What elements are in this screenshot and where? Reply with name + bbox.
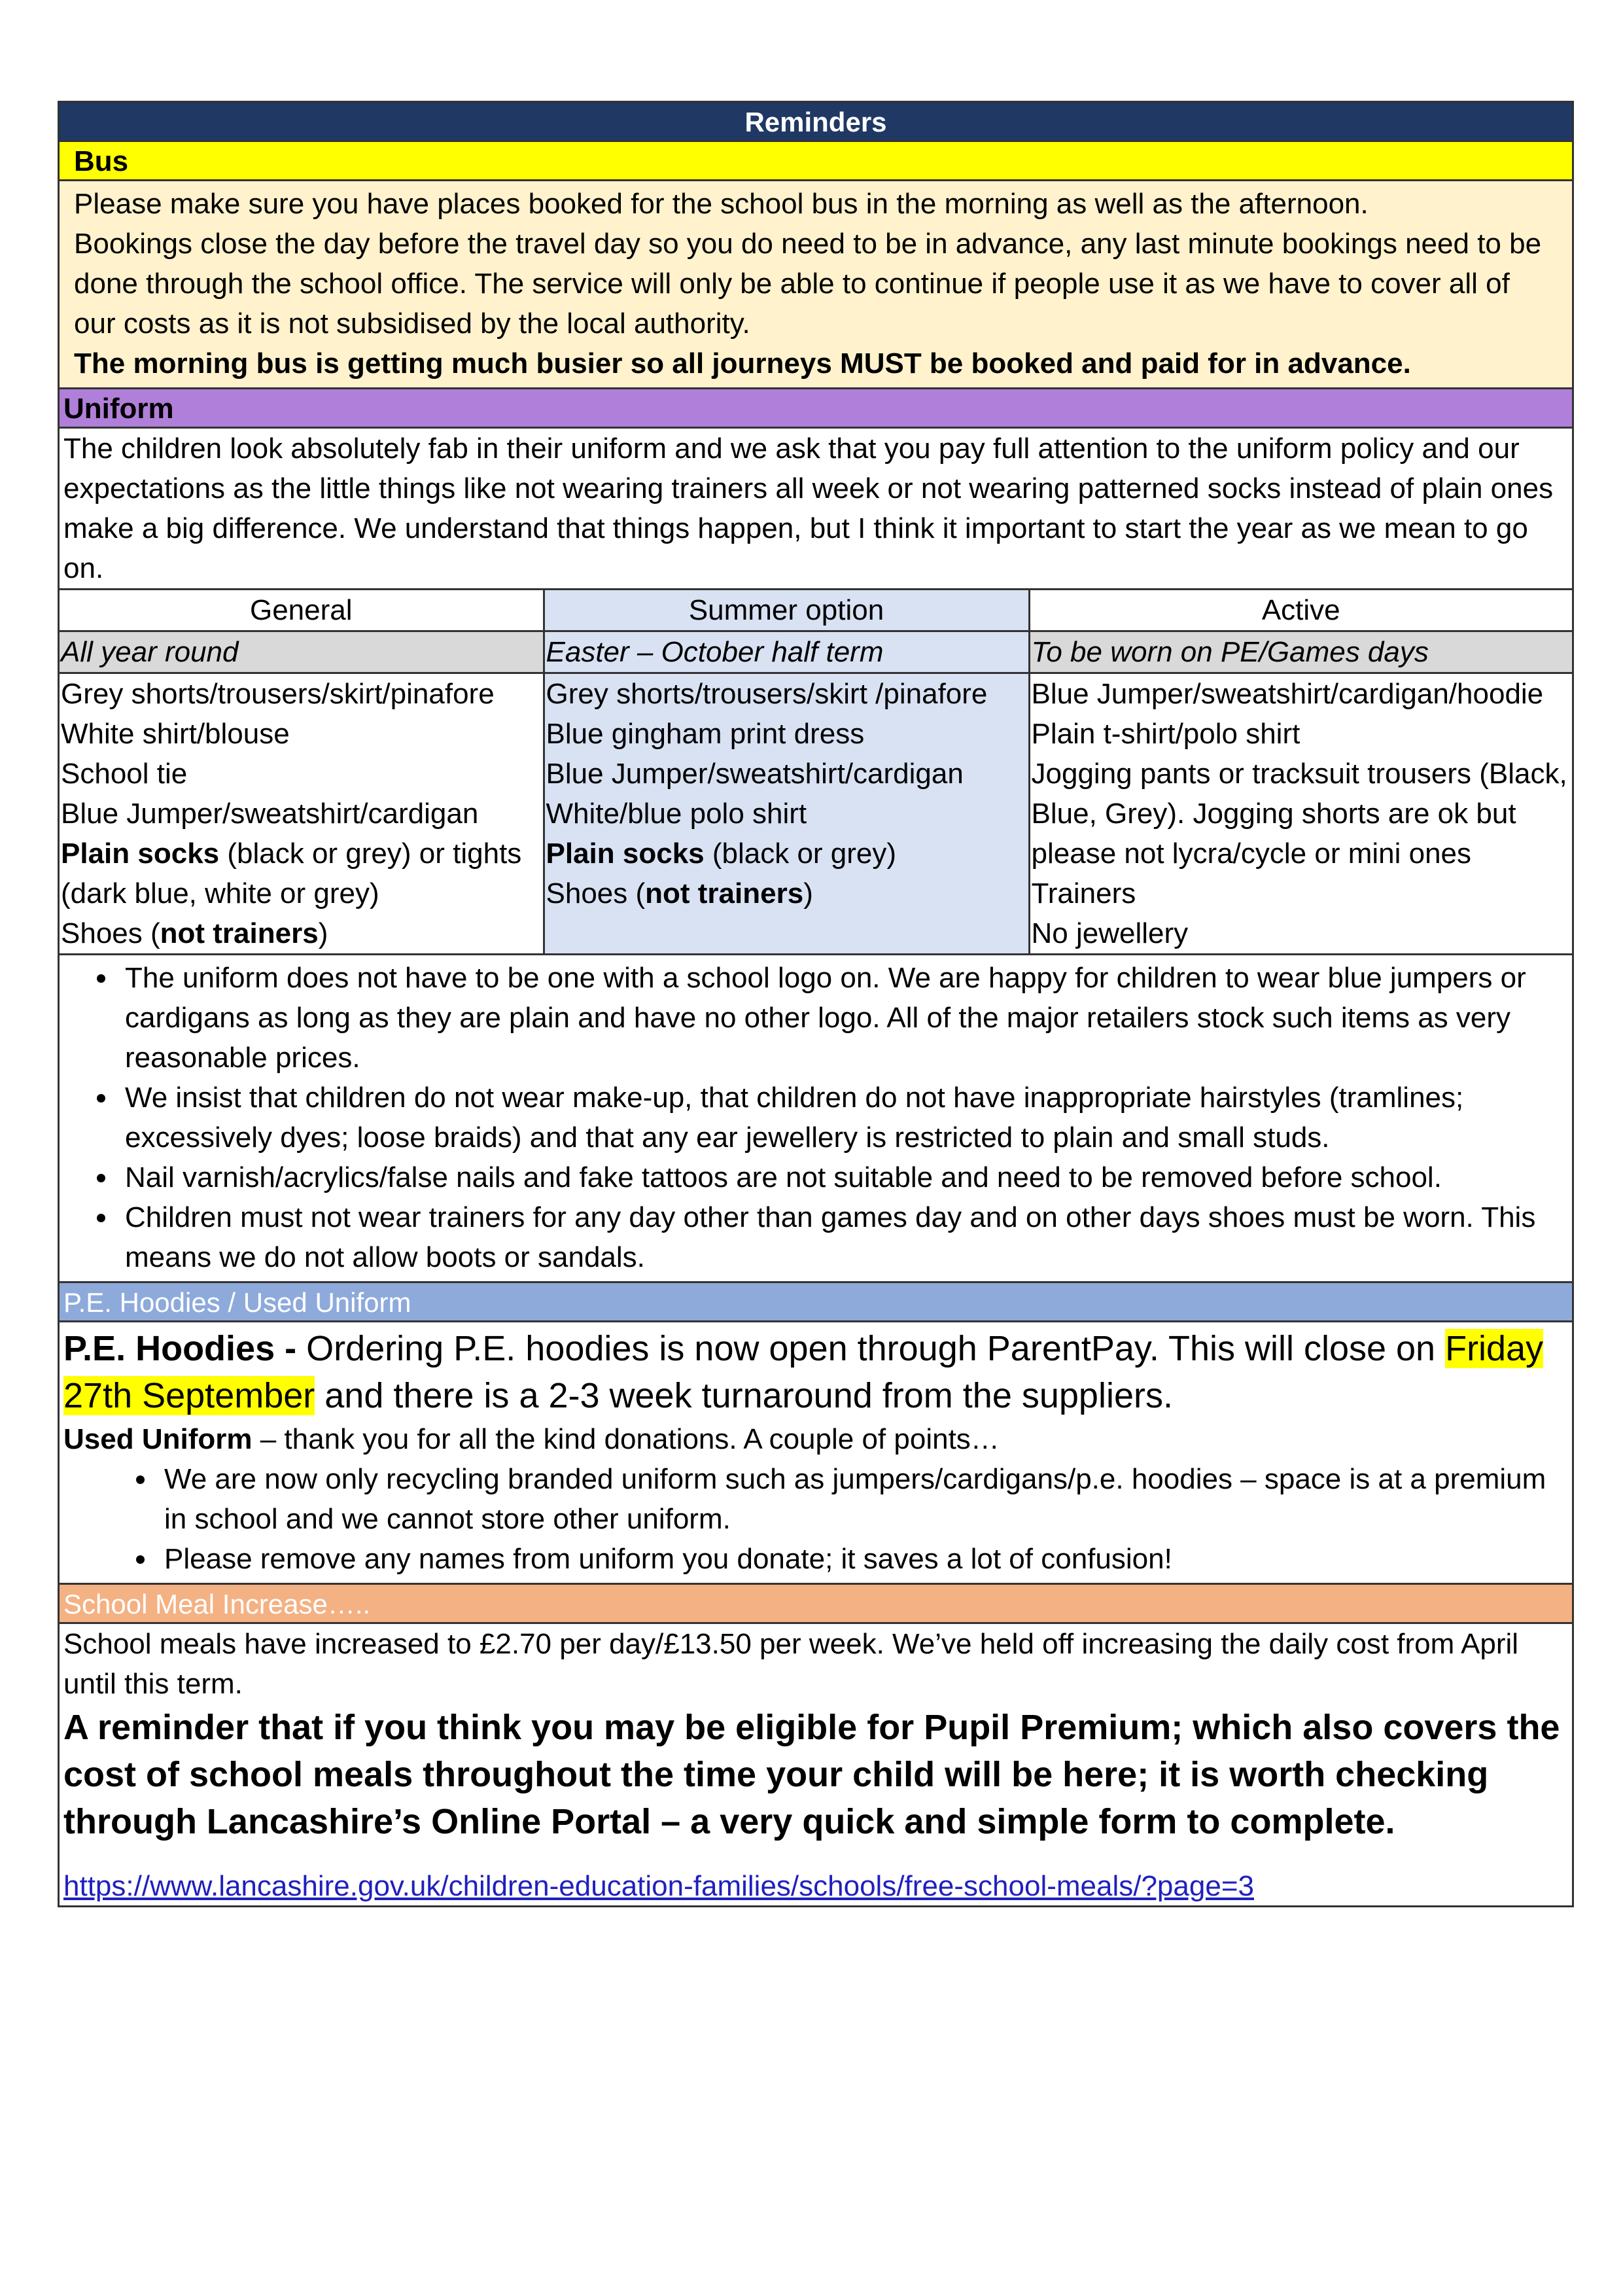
summer-item: [546, 834, 1027, 874]
list-item: • Please remove any names from uniform you donate; it saves a lot of confusion!: [158, 1539, 1565, 1579]
meal-section: [60, 1624, 1572, 1905]
uniform-table: [60, 588, 1572, 953]
list-item: • Nail varnish/acrylics/false nails and fake tattoos are not suitable and need to be removed before school.: [118, 1157, 1565, 1197]
summer-socks-bold: Plain socks: [546, 838, 705, 870]
general-item: Grey shorts/trousers/skirt/pinafore: [61, 678, 495, 710]
used-uniform-line: [60, 1419, 1572, 1459]
bus-heading: Bus: [60, 142, 1572, 181]
bus-bold-line: [74, 344, 1558, 383]
active-item: Blue Jumper/sweatshirt/cardigan/hoodie: [1031, 678, 1544, 710]
meal-text: School meals have increased to £2.70 per day/£13.50 per week. We’ve held off increasing the daily cost from April until this term.: [63, 1628, 1519, 1700]
hoodies-text-a: Ordering P.E. hoodies is now open through ParentPay. This will close on: [306, 1329, 1446, 1368]
uniform-intro: The children look absolutely fab in their uniform and we ask that you pay full attention to the uniform policy and our expectations as the little things like not wearing trainers all week or not wearing patterned socks instead of plain ones make a big difference. We understand that things happen, but I think it important to start the year as we mean to go on.: [63, 433, 1554, 584]
summer-shoes-bold: not trainers: [645, 877, 804, 910]
reminders-title: Reminders: [60, 103, 1572, 142]
active-item: Plain t-shirt/polo shirt: [1031, 718, 1300, 750]
summer-item: Grey shorts/trousers/skirt /pinafore: [546, 678, 988, 710]
list-item: • We are now only recycling branded uniform such as jumpers/cardigans/p.e. hoodies – space is at a premium in school and we cannot store other uniform.: [158, 1459, 1565, 1539]
bus-bold-text: The morning bus is getting much busier so all journeys MUST be booked and paid for in advance.: [74, 347, 1411, 380]
free-school-meals-link[interactable]: https://www.lancashire.gov.uk/children-education-families/schools/free-school-meals/?page=3: [63, 1870, 1254, 1902]
general-shoes-text: Shoes (: [61, 917, 160, 949]
general-item: [61, 913, 542, 953]
uniform-table-wrap: [60, 588, 1572, 955]
general-shoes-close: ): [318, 917, 328, 949]
meal-link-wrap: [60, 1845, 1572, 1905]
summer-item: Blue Jumper/sweatshirt/cardigan: [546, 758, 964, 790]
bus-line-1: Please make sure you have places booked for the school bus in the morning as well as the afternoon.: [74, 188, 1369, 220]
summer-items: [544, 673, 1029, 954]
active-item: No jewellery: [1031, 917, 1189, 949]
hoodies-bold-lead: P.E. Hoodies -: [63, 1329, 307, 1368]
list-item: • The uniform does not have to be one with a school logo on. We are happy for children to wear blue jumpers or cardigans as long as they are plain and have no other logo. All of the major retailers stock such items as very reasonable prices.: [118, 958, 1565, 1078]
summer-item: [546, 874, 1027, 913]
summer-item: White/blue polo shirt: [546, 798, 807, 830]
hoodies-text-b: and there is a 2-3 week turnaround from the suppliers.: [315, 1376, 1173, 1415]
active-item: Jogging pants or tracksuit trousers (Black, Blue, Grey). Jogging shorts are ok but please not lycra/cycle or mini ones: [1031, 758, 1567, 870]
bus-section: [60, 181, 1572, 389]
uniform-heading: Uniform: [60, 389, 1572, 429]
list-item: • Children must not wear trainers for any day other than games day and on other days shoes must be worn. This means we do not allow boots or sandals.: [118, 1197, 1565, 1277]
summer-item: Blue gingham print dress: [546, 718, 865, 750]
col-summer: Summer option: [544, 590, 1029, 631]
meal-bold-text: A reminder that if you think you may be eligible for Pupil Premium; which also covers the cost of school meals throughout the time your child will be here; it is worth checking through Lancashire’s Online Portal – a very quick and simple form to complete.: [63, 1708, 1560, 1841]
active-season: To be worn on PE/Games days: [1029, 631, 1572, 673]
general-socks-bold: Plain socks: [61, 838, 220, 870]
general-socks-text: (black or grey) or tights (dark blue, white or grey): [61, 838, 522, 910]
general-item: School tie: [61, 758, 188, 790]
col-active: Active: [1029, 590, 1572, 631]
summer-season: Easter – October half term: [544, 631, 1029, 673]
active-item: Trainers: [1031, 877, 1136, 910]
reminders-document: [58, 101, 1574, 1907]
hoodies-close-date: Friday 27th September: [63, 1329, 1544, 1415]
uniform-bullets: [60, 955, 1572, 1283]
general-shoes-bold: not trainers: [160, 917, 319, 949]
hoodies-section: [60, 1322, 1572, 1585]
used-uniform-bold: Used Uniform: [63, 1423, 253, 1455]
summer-shoes-close: ): [803, 877, 813, 910]
meal-heading: School Meal Increase…..: [60, 1585, 1572, 1624]
general-item: Blue Jumper/sweatshirt/cardigan: [61, 798, 479, 830]
used-uniform-text: – thank you for all the kind donations. A couple of points…: [252, 1423, 1000, 1455]
summer-socks-text: (black or grey): [704, 838, 897, 870]
bus-line-2: Bookings close the day before the travel day so you do need to be in advance, any last minute bookings need to be done through the school office. The service will only be able to continue if people use it as we have to cover all of our costs as it is not subsidised by the local authority.: [74, 228, 1542, 340]
general-items: [60, 673, 544, 954]
general-item: White shirt/blouse: [61, 718, 290, 750]
col-general: General: [60, 590, 544, 631]
general-item: [61, 834, 542, 913]
summer-shoes-text: Shoes (: [546, 877, 646, 910]
active-items: [1029, 673, 1572, 954]
list-item: • We insist that children do not wear make-up, that children do not have inappropriate hairstyles (tramlines; excessively dyes; loose braids) and that any ear jewellery is restricted to plain and small studs.: [118, 1078, 1565, 1157]
hoodies-heading: P.E. Hoodies / Used Uniform: [60, 1283, 1572, 1322]
hoodies-paragraph: [60, 1322, 1572, 1419]
general-season: All year round: [60, 631, 544, 673]
